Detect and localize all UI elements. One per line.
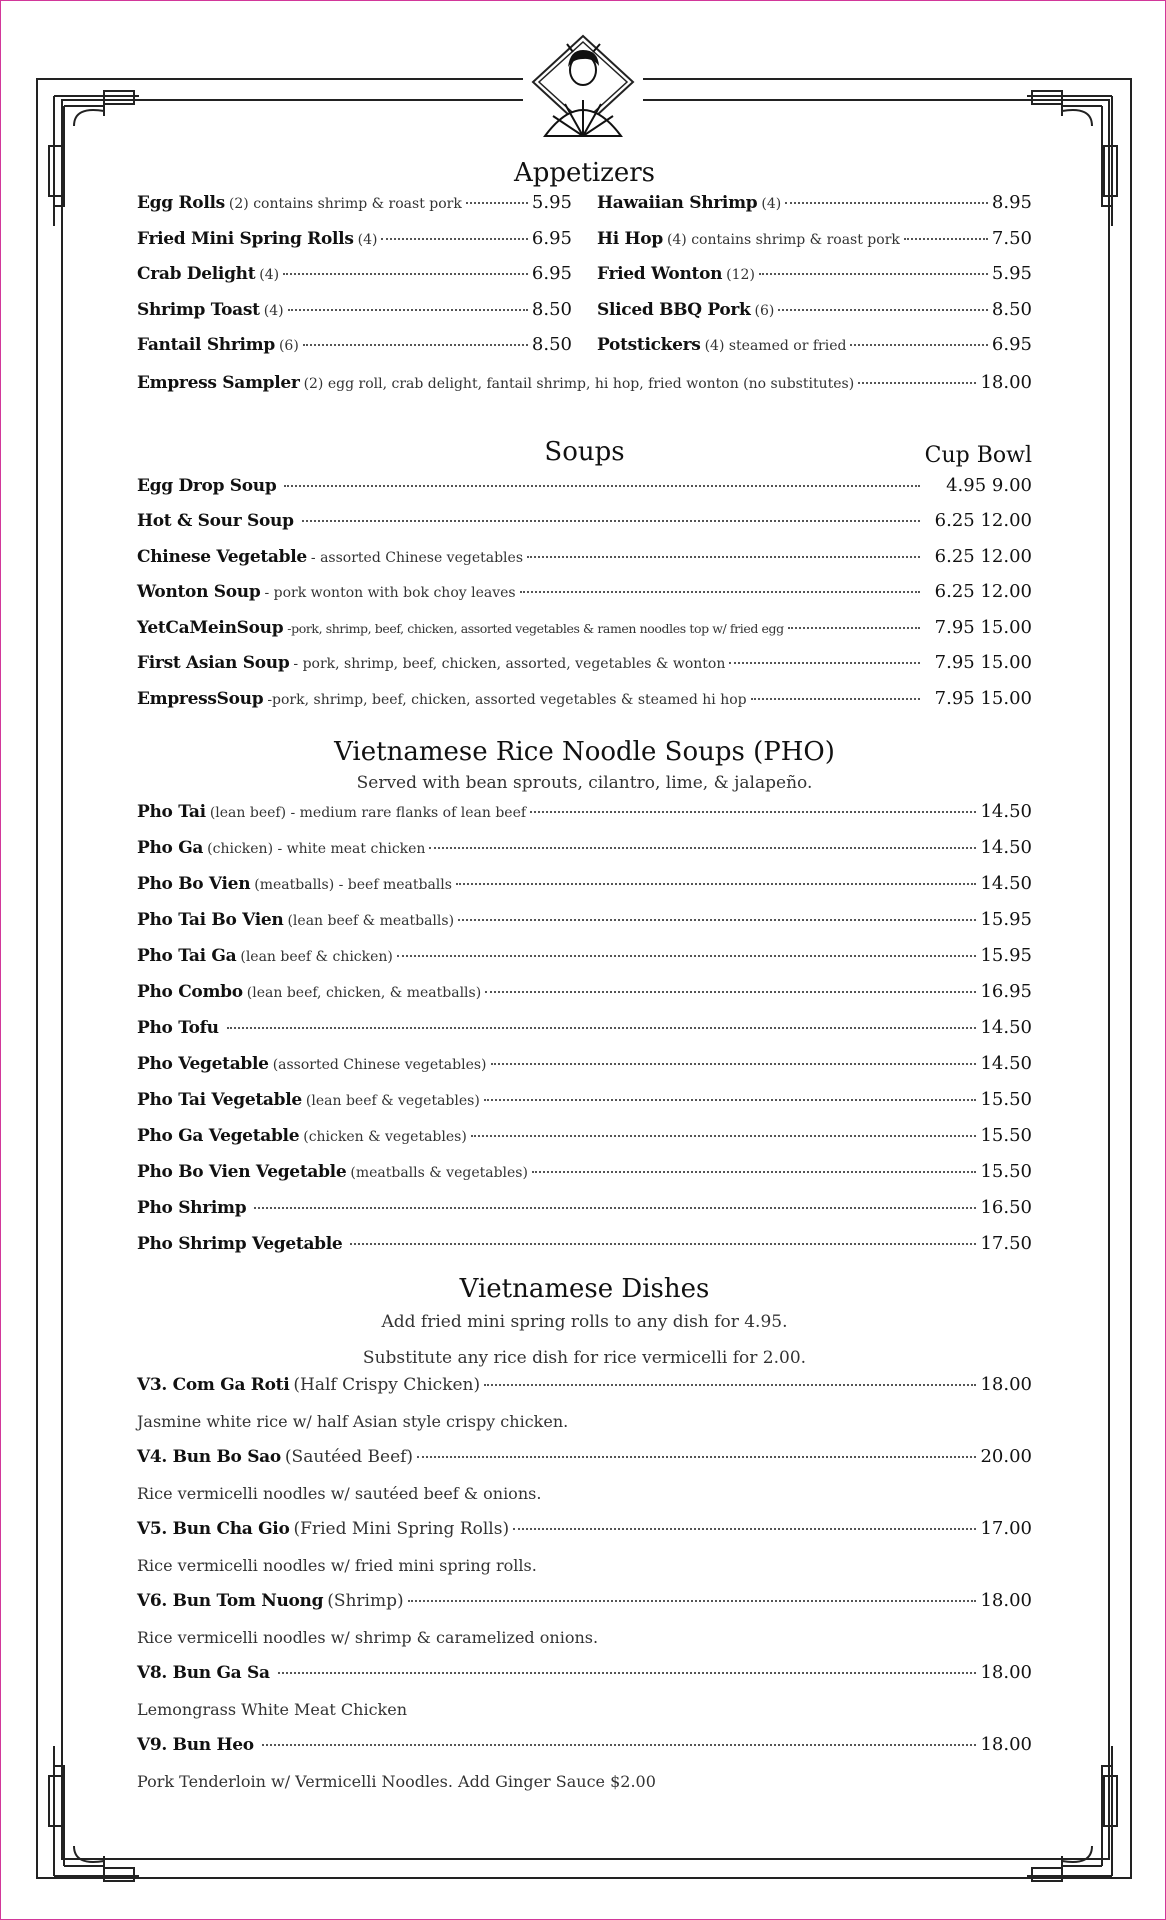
pho-list xyxy=(137,803,1032,1271)
menu-content xyxy=(137,150,1032,1808)
appetizer-item: Potstickers (4) steamed or fried 6.95 xyxy=(597,334,1032,355)
vietnamese-dish-item: V5. Bun Cha Gio (Fried Mini Spring Rolls) 17.00 xyxy=(137,1518,1032,1539)
vietnamese-dish-description: Rice vermicelli noodles w/ fried mini spring rolls. xyxy=(137,1556,537,1575)
soup-item: Egg Drop Soup 4.95 9.00 xyxy=(137,474,1032,496)
vietnamese-dish-item: V3. Com Ga Roti (Half Crispy Chicken) 18.00 xyxy=(137,1374,1032,1395)
vietnamese-dishes-list xyxy=(137,1376,1032,1808)
appetizer-item: Fried Mini Spring Rolls (4) 6.95 xyxy=(137,227,572,249)
appetizer-item: Hi Hop (4) contains shrimp & roast pork 7.50 xyxy=(597,227,1032,249)
soups-header xyxy=(137,437,1032,477)
vietnamese-dish-description: Lemongrass White Meat Chicken xyxy=(137,1700,407,1719)
pho-item: Pho Tai (lean beef) - medium rare flanks of lean beef 14.50 xyxy=(137,801,1032,822)
pho-item: Pho Bo Vien Vegetable (meatballs & vegetables) 15.50 xyxy=(137,1161,1032,1182)
vietnamese-dish-description: Jasmine white rice w/ half Asian style crispy chicken. xyxy=(137,1412,569,1431)
pho-item: Pho Ga (chicken) - white meat chicken 14.50 xyxy=(137,837,1032,858)
geisha-fan-emblem xyxy=(523,32,643,146)
vietnamese-dish-item: V6. Bun Tom Nuong (Shrimp) 18.00 xyxy=(137,1590,1032,1611)
pho-item: Pho Ga Vegetable (chicken & vegetables) 15.50 xyxy=(137,1125,1032,1146)
corner-ornament-bottom-right xyxy=(1022,1736,1122,1886)
soups-heading: Soups xyxy=(544,436,625,467)
pho-item: Pho Tai Bo Vien (lean beef & meatballs) 15.95 xyxy=(137,909,1032,930)
appetizer-item: Hawaiian Shrimp (4) 8.95 xyxy=(597,192,1032,213)
appetizer-item: Fantail Shrimp (6) 8.50 xyxy=(137,334,572,355)
corner-ornament-top-right xyxy=(1022,86,1122,236)
vietnamese-dish-description: Pork Tenderloin w/ Vermicelli Noodles. Add Ginger Sauce $2.00 xyxy=(137,1772,656,1791)
soup-item: Chinese Vegetable - assorted Chinese vegetables 6.25 12.00 xyxy=(137,545,1032,567)
pho-item: Pho Tai Ga (lean beef & chicken) 15.95 xyxy=(137,945,1032,966)
appetizer-item: Sliced BBQ Pork (6) 8.50 xyxy=(597,298,1032,320)
vietnamese-dishes-heading: Vietnamese Dishes xyxy=(459,1274,710,1304)
soup-item: Wonton Soup - pork wonton with bok choy leaves 6.25 12.00 xyxy=(137,581,1032,602)
appetizer-item: Egg Rolls (2) contains shrimp & roast pork 5.95 xyxy=(137,192,572,213)
soup-item: First Asian Soup - pork, shrimp, beef, chicken, assorted, vegetables & wonton 7.95 15.00 xyxy=(137,652,1032,673)
vietnamese-note-spring-rolls: Add fried mini spring rolls to any dish for 4.95. xyxy=(381,1312,788,1332)
appetizer-item: Shrimp Toast (4) 8.50 xyxy=(137,298,572,320)
vietnamese-dish-description: Rice vermicelli noodles w/ shrimp & caramelized onions. xyxy=(137,1628,599,1647)
pho-item: Pho Shrimp Vegetable 17.50 xyxy=(137,1233,1032,1254)
appetizers-grid xyxy=(137,194,1032,372)
pho-item: Pho Shrimp 16.50 xyxy=(137,1197,1032,1218)
appetizer-item: Fried Wonton (12) 5.95 xyxy=(597,263,1032,284)
pho-item: Pho Bo Vien (meatballs) - beef meatballs 14.50 xyxy=(137,873,1032,894)
appetizer-item: Crab Delight (4) 6.95 xyxy=(137,263,572,284)
pho-subtitle: Served with bean sprouts, cilantro, lime, & jalapeño. xyxy=(356,773,813,793)
vietnamese-dish-item: V4. Bun Bo Sao (Sautéed Beef) 20.00 xyxy=(137,1446,1032,1467)
vietnamese-dish-item: V8. Bun Ga Sa 18.00 xyxy=(137,1662,1032,1683)
pho-heading: Vietnamese Rice Noodle Soups (PHO) xyxy=(334,737,835,767)
corner-ornament-top-left xyxy=(44,86,144,236)
soup-item: Hot & Sour Soup 6.25 12.00 xyxy=(137,510,1032,531)
vietnamese-dish-item: V9. Bun Heo 18.00 xyxy=(137,1734,1032,1755)
empress-sampler-item: Empress Sampler (2) egg roll, crab delight, fantail shrimp, hi hop, fried wonton (no substitutes) 18.00 xyxy=(137,371,1032,393)
soup-item: YetCaMeinSoup -pork, shrimp, beef, chicken, assorted vegetables & ramen noodles top w/ fried egg 7.95 15.00 xyxy=(137,616,1032,638)
pho-item: Pho Vegetable (assorted Chinese vegetables) 14.50 xyxy=(137,1053,1032,1074)
pho-item: Pho Tofu 14.50 xyxy=(137,1017,1032,1038)
cup-bowl-label: Cup Bowl xyxy=(924,442,1032,468)
pho-item: Pho Combo (lean beef, chicken, & meatballs) 16.95 xyxy=(137,981,1032,1002)
soup-item: EmpressSoup -pork, shrimp, beef, chicken, assorted vegetables & steamed hi hop 7.95 15.00 xyxy=(137,687,1032,709)
soups-list xyxy=(137,474,1032,726)
pho-item: Pho Tai Vegetable (lean beef & vegetables) 15.50 xyxy=(137,1089,1032,1110)
appetizers-heading: Appetizers xyxy=(513,158,656,188)
corner-ornament-bottom-left xyxy=(44,1736,144,1886)
vietnamese-dish-description: Rice vermicelli noodles w/ sautéed beef & onions. xyxy=(137,1484,542,1503)
vietnamese-note-substitute: Substitute any rice dish for rice vermicelli for 2.00. xyxy=(362,1348,807,1368)
